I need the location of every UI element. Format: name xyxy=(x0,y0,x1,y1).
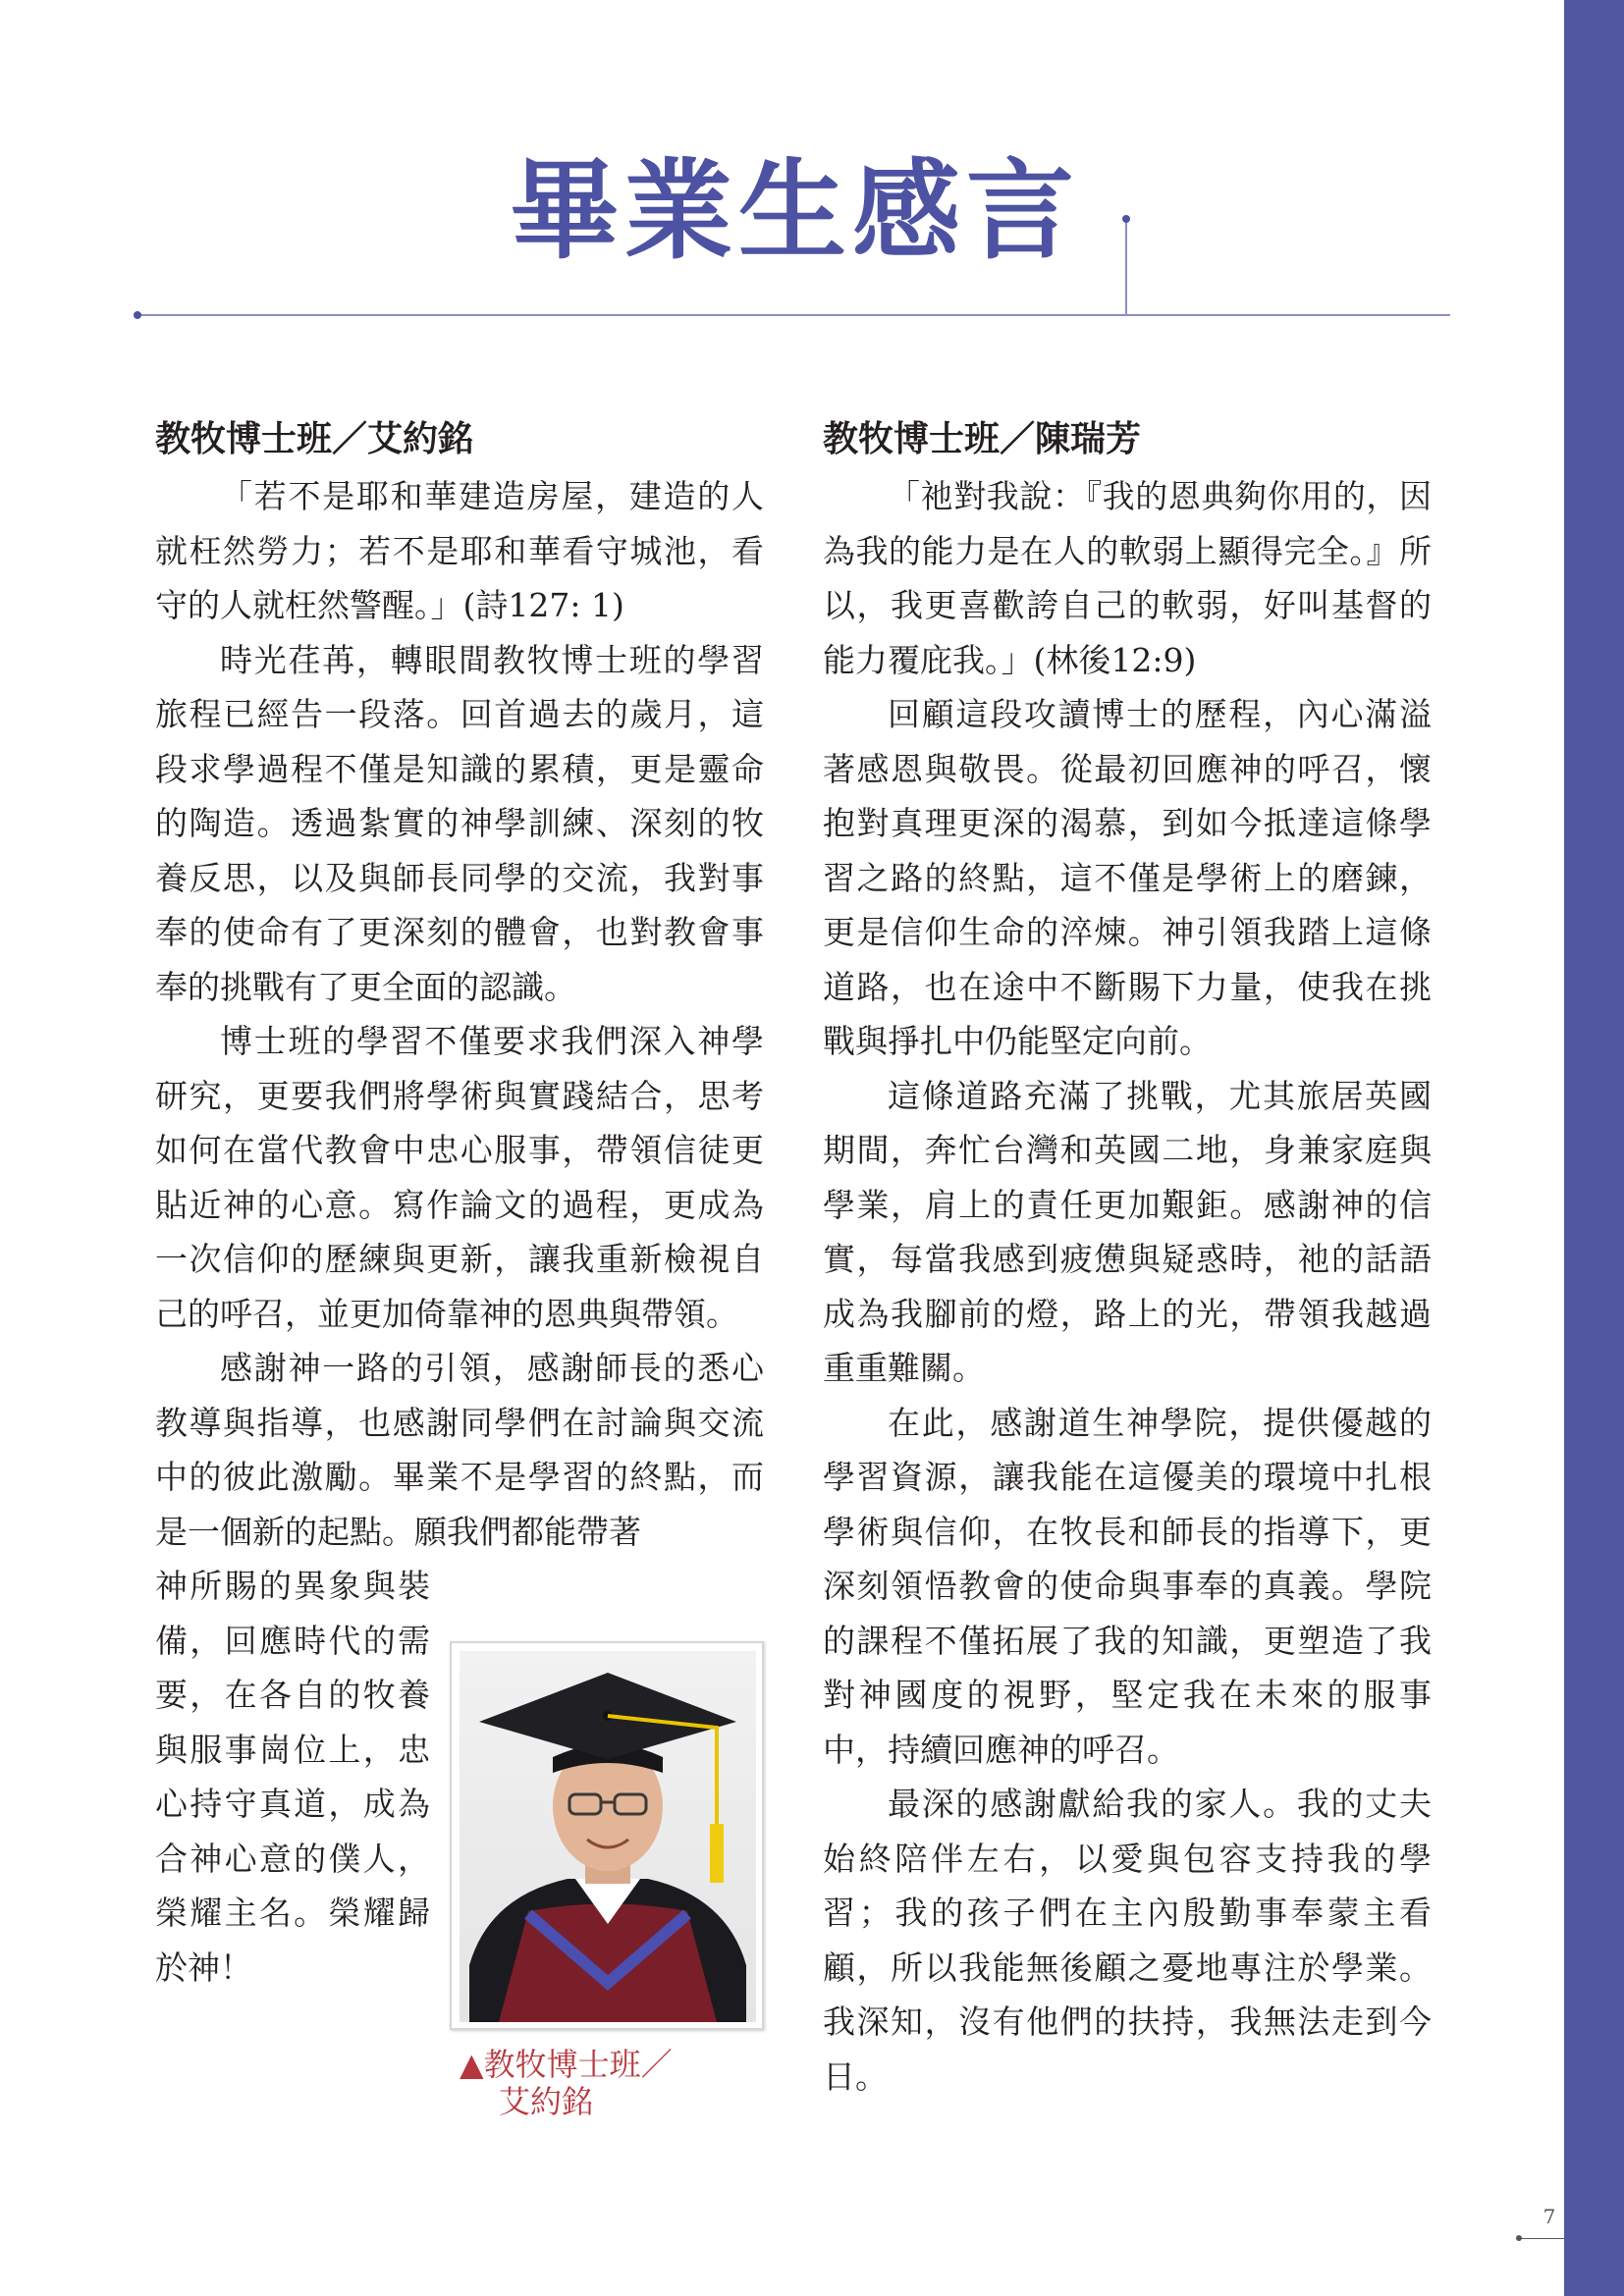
right-column xyxy=(823,410,1432,2104)
photo-caption-line-1: ▲教牧博士班／ xyxy=(460,2046,673,2083)
left-paragraph-2: 時光荏苒，轉眼間教牧博士班的學習旅程已經告一段落。回首過去的歲月，這段求學過程不僅是知識的累積，更是靈命的陶造。透過紮實的神學訓練、深刻的牧養反思，以及與師長同學的交流，我對事奉的使命有了更深刻的體會，也對教會事奉的挑戰有了更全面的認識。 xyxy=(155,640,764,1006)
right-paragraph-3: 這條道路充滿了挑戰，尤其旅居英國期間，奔忙台灣和英國二地，身兼家庭與學業，肩上的責任更加艱鉅。感謝神的信實，每當我感到疲憊與疑惑時，祂的話語成為我腳前的燈，路上的光，帶領我越過重重難關。 xyxy=(823,1076,1432,1387)
graduate-portrait-image xyxy=(460,1651,756,2022)
right-paragraph-4: 在此，感謝道生神學院，提供優越的學習資源，讓我能在這優美的環境中扎根學術與信仰，在牧長和師長的指導下，更深刻領悟教會的使命與事奉的真義。學院的課程不僅拓展了我的知識，更塑造了我對神國度的視野，堅定我在未來的服事中，持續回應神的呼召。 xyxy=(823,1403,1432,1769)
left-paragraph-3: 博士班的學習不僅要求我們深入神學研究，更要我們將學術與實踐結合，思考如何在當代教會中忠心服事，帶領信徒更貼近神的心意。寫作論文的過程，更成為一次信仰的歷練與更新，讓我重新檢視自己的呼召，並更加倚靠神的恩典與帶領。 xyxy=(155,1022,764,1333)
left-paragraph-4-continued: 神所賜的異象與裝備，回應時代的需要，在各自的牧養與服事崗位上，忠心持守真道，成為合神心意的僕人，榮耀主名。榮耀歸於神！ xyxy=(155,1567,430,1987)
page-number: 7 xyxy=(1543,2205,1556,2228)
title-vertical-rule xyxy=(1125,218,1127,316)
title-underline xyxy=(137,314,1450,316)
rule-end-dot xyxy=(134,311,141,319)
right-paragraph-1: 「祂對我說：『我的恩典夠你用的，因為我的能力是在人的軟弱上顯得完全。』所以，我更喜歡誇自己的軟弱，好叫基督的能力覆庇我。」(林後12:9) xyxy=(823,477,1432,679)
right-paragraph-2: 回顧這段攻讀博士的歷程，內心滿溢著感恩與敬畏。從最初回應神的呼召，懷抱對真理更深的渴慕，到如今抵達這條學習之路的終點，這不僅是學術上的磨鍊，更是信仰生命的淬煉。神引領我踏上這條道路，也在途中不斷賜下力量，使我在挑戰與掙扎中仍能堅定向前。 xyxy=(823,695,1432,1060)
right-heading: 教牧博士班／陳瑞芳 xyxy=(823,419,1142,459)
page-number-rule xyxy=(1520,2238,1564,2239)
left-paragraph-1: 「若不是耶和華建造房屋，建造的人就枉然勞力；若不是耶和華看守城池，看守的人就枉然警醒。」(詩127: 1) xyxy=(155,477,764,624)
photo-caption-line-2: 艾約銘 xyxy=(499,2083,594,2120)
page-title: 畢業生感言 xyxy=(511,147,1080,274)
rule-top-dot xyxy=(1122,215,1130,223)
graduate-photo xyxy=(450,1641,764,2030)
photo-caption xyxy=(460,2046,754,2120)
page-number-dot xyxy=(1516,2235,1522,2241)
side-color-bar xyxy=(1564,0,1624,2296)
left-paragraph-4: 感謝神一路的引領，感謝師長的悉心教導與指導，也感謝同學們在討論與交流中的彼此激勵。畢業不是學習的終點，而是一個新的起點。願我們都能帶著 xyxy=(155,1349,764,1551)
right-paragraph-5: 最深的感謝獻給我的家人。我的丈夫始終陪伴左右，以愛與包容支持我的學習；我的孩子們在主內殷勤事奉蒙主看顧，所以我能無後顧之憂地專注於學業。我深知，沒有他們的扶持，我無法走到今日。 xyxy=(823,1785,1432,2096)
left-heading: 教牧博士班／艾約銘 xyxy=(155,419,474,459)
